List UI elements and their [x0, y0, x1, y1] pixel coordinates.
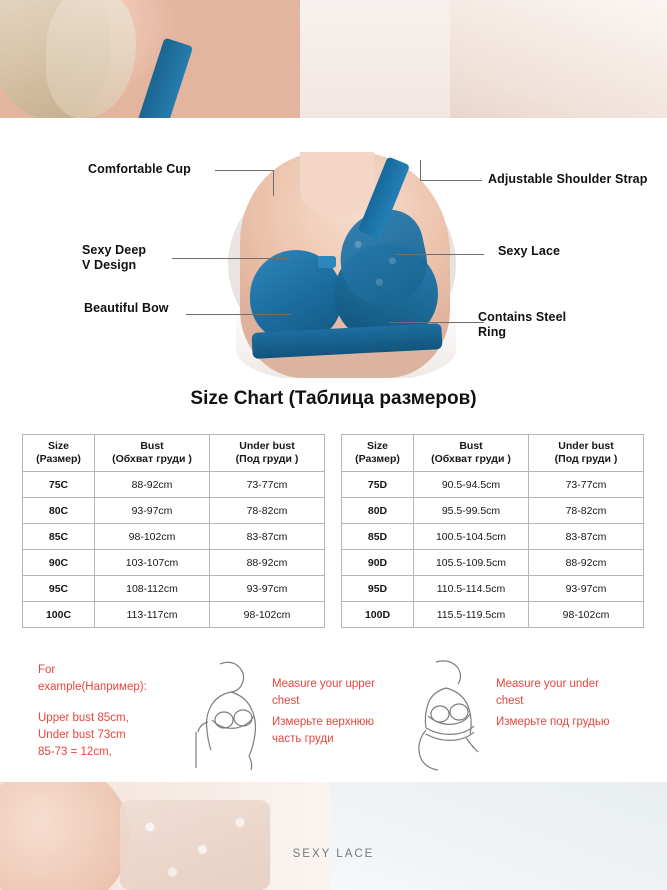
upper-bust-figure-icon — [186, 658, 272, 772]
size-table-d — [341, 434, 644, 628]
header-bust — [95, 435, 210, 472]
model-hair-highlight — [46, 0, 136, 118]
cell-underbust: 83-87cm — [210, 524, 325, 550]
example-line2: example(Например): — [38, 681, 147, 693]
example-line4: Under bust 73cm — [38, 729, 126, 741]
table-row — [23, 498, 325, 524]
cell-size: 80D — [342, 498, 414, 524]
cell-size: 100C — [23, 602, 95, 628]
header-underbust-line1: Under bust — [239, 440, 295, 452]
cell-bust: 115.5-119.5cm — [414, 602, 529, 628]
cell-underbust: 78-82cm — [529, 498, 644, 524]
example-line5: 85-73 = 12cm, — [38, 746, 112, 758]
label-deep-v-line1: Sexy Deep — [82, 243, 147, 257]
table-row — [342, 472, 644, 498]
cell-size: 95D — [342, 576, 414, 602]
header-bust-line1: Bust — [459, 440, 483, 452]
leader-line-strap — [420, 180, 482, 181]
cell-bust: 103-107cm — [95, 550, 210, 576]
label-sexy-lace: Sexy Lace — [498, 244, 561, 258]
cell-underbust: 88-92cm — [529, 550, 644, 576]
table-header-row — [342, 435, 644, 472]
cell-bust: 113-117cm — [95, 602, 210, 628]
cell-bust: 98-102cm — [95, 524, 210, 550]
cell-bust: 110.5-114.5cm — [414, 576, 529, 602]
measure-under-en — [496, 676, 626, 710]
feature-diagram — [0, 118, 667, 378]
header-bust-line1: Bust — [140, 440, 164, 452]
table-row — [342, 576, 644, 602]
measure-upper-en-line1: Measure your upper — [272, 678, 375, 690]
table-header-row — [23, 435, 325, 472]
measure-upper-ru — [272, 714, 402, 748]
label-sexy-deep-v-design — [82, 243, 146, 273]
size-table-c — [22, 434, 325, 628]
measure-upper-ru-line2: часть груди — [272, 733, 334, 745]
table-row — [23, 602, 325, 628]
table-row — [342, 602, 644, 628]
cell-bust: 93-97cm — [95, 498, 210, 524]
cell-size: 85D — [342, 524, 414, 550]
cell-underbust: 93-97cm — [210, 576, 325, 602]
header-size-line2: (Размер) — [36, 453, 81, 465]
table-row — [342, 550, 644, 576]
cell-underbust: 78-82cm — [210, 498, 325, 524]
leader-line-steelring — [390, 322, 484, 323]
header-underbust-line2: (Под груди ) — [554, 453, 618, 465]
leader-line-lace — [396, 254, 484, 255]
cell-bust: 105.5-109.5cm — [414, 550, 529, 576]
leader-line-bow — [186, 314, 292, 315]
table-row — [342, 498, 644, 524]
header-size-line1: Size — [366, 440, 388, 452]
model-photo-right — [450, 0, 667, 118]
measure-under-en-line1: Measure your under — [496, 678, 599, 690]
size-chart-tables — [22, 434, 645, 628]
table-row — [23, 576, 325, 602]
measurement-guide — [0, 652, 667, 782]
cell-bust: 100.5-104.5cm — [414, 524, 529, 550]
label-steel-ring-line2: Ring — [478, 325, 507, 339]
header-size-line2: (Размер) — [355, 453, 400, 465]
leader-line-cup — [215, 170, 273, 171]
size-chart-title: Size Chart (Таблица размеров) — [190, 388, 477, 409]
cell-size: 90D — [342, 550, 414, 576]
cell-underbust: 73-77cm — [210, 472, 325, 498]
example-values — [38, 710, 198, 761]
label-comfortable-cup: Comfortable Cup — [88, 162, 191, 176]
header-bust — [414, 435, 529, 472]
leader-line-deepv — [172, 258, 290, 259]
header-bust-line2: (Обхват груди ) — [112, 453, 192, 465]
bottom-photo-right — [330, 782, 667, 890]
brand-wordmark: SEXY LACE — [292, 848, 375, 860]
bra-bow — [318, 256, 336, 268]
bra-strap-blue — [137, 38, 193, 118]
cell-size: 75D — [342, 472, 414, 498]
cell-size: 100D — [342, 602, 414, 628]
header-underbust-line1: Under bust — [558, 440, 614, 452]
measure-upper-en-line2: chest — [272, 695, 300, 707]
cell-size: 75C — [23, 472, 95, 498]
measure-under-ru — [496, 714, 636, 731]
cell-underbust: 93-97cm — [529, 576, 644, 602]
leader-line-cup-vertical — [273, 170, 274, 196]
table-row — [23, 550, 325, 576]
cell-size: 95C — [23, 576, 95, 602]
bottom-lace-detail — [120, 800, 270, 890]
header-size-line1: Size — [47, 440, 69, 452]
cell-size: 80C — [23, 498, 95, 524]
cell-bust: 108-112cm — [95, 576, 210, 602]
measure-under-en-line2: chest — [496, 695, 524, 707]
cell-bust: 90.5-94.5cm — [414, 472, 529, 498]
example-line1: For — [38, 664, 56, 676]
table-row — [23, 472, 325, 498]
bottom-photo-band — [0, 782, 667, 890]
label-adjustable-shoulder-strap: Adjustable Shoulder Strap — [488, 172, 648, 186]
header-underbust — [529, 435, 644, 472]
label-deep-v-line2: V Design — [82, 258, 137, 272]
example-line3: Upper bust 85cm, — [38, 712, 129, 724]
cell-size: 85C — [23, 524, 95, 550]
top-photo-band — [0, 0, 667, 118]
cell-bust: 88-92cm — [95, 472, 210, 498]
bottom-photo-left — [0, 782, 330, 890]
label-contains-steel-ring — [478, 310, 566, 340]
bottom-model-skin — [0, 782, 130, 890]
measure-upper-en — [272, 676, 392, 710]
label-steel-ring-line1: Contains Steel — [478, 310, 567, 324]
photo-divider — [300, 0, 450, 118]
header-underbust — [210, 435, 325, 472]
cell-size: 90C — [23, 550, 95, 576]
table-row — [342, 524, 644, 550]
header-size — [23, 435, 95, 472]
header-size — [342, 435, 414, 472]
table-row — [23, 524, 325, 550]
header-bust-line2: (Обхват груди ) — [431, 453, 511, 465]
measure-under-ru-line1: Измерьте под грудью — [496, 716, 610, 728]
under-bust-figure-icon — [406, 658, 494, 772]
header-underbust-line2: (Под груди ) — [235, 453, 299, 465]
cell-bust: 95.5-99.5cm — [414, 498, 529, 524]
label-beautiful-bow: Beautiful Bow — [84, 301, 169, 315]
cell-underbust: 88-92cm — [210, 550, 325, 576]
leader-line-strap-vertical — [420, 160, 421, 180]
model-neck — [300, 152, 374, 216]
model-photo-left — [0, 0, 300, 118]
cell-underbust: 83-87cm — [529, 524, 644, 550]
example-heading — [38, 662, 188, 696]
cell-underbust: 73-77cm — [529, 472, 644, 498]
measure-upper-ru-line1: Измерьте верхнюю — [272, 716, 375, 728]
cell-underbust: 98-102cm — [529, 602, 644, 628]
product-photo — [222, 152, 472, 378]
cell-underbust: 98-102cm — [210, 602, 325, 628]
